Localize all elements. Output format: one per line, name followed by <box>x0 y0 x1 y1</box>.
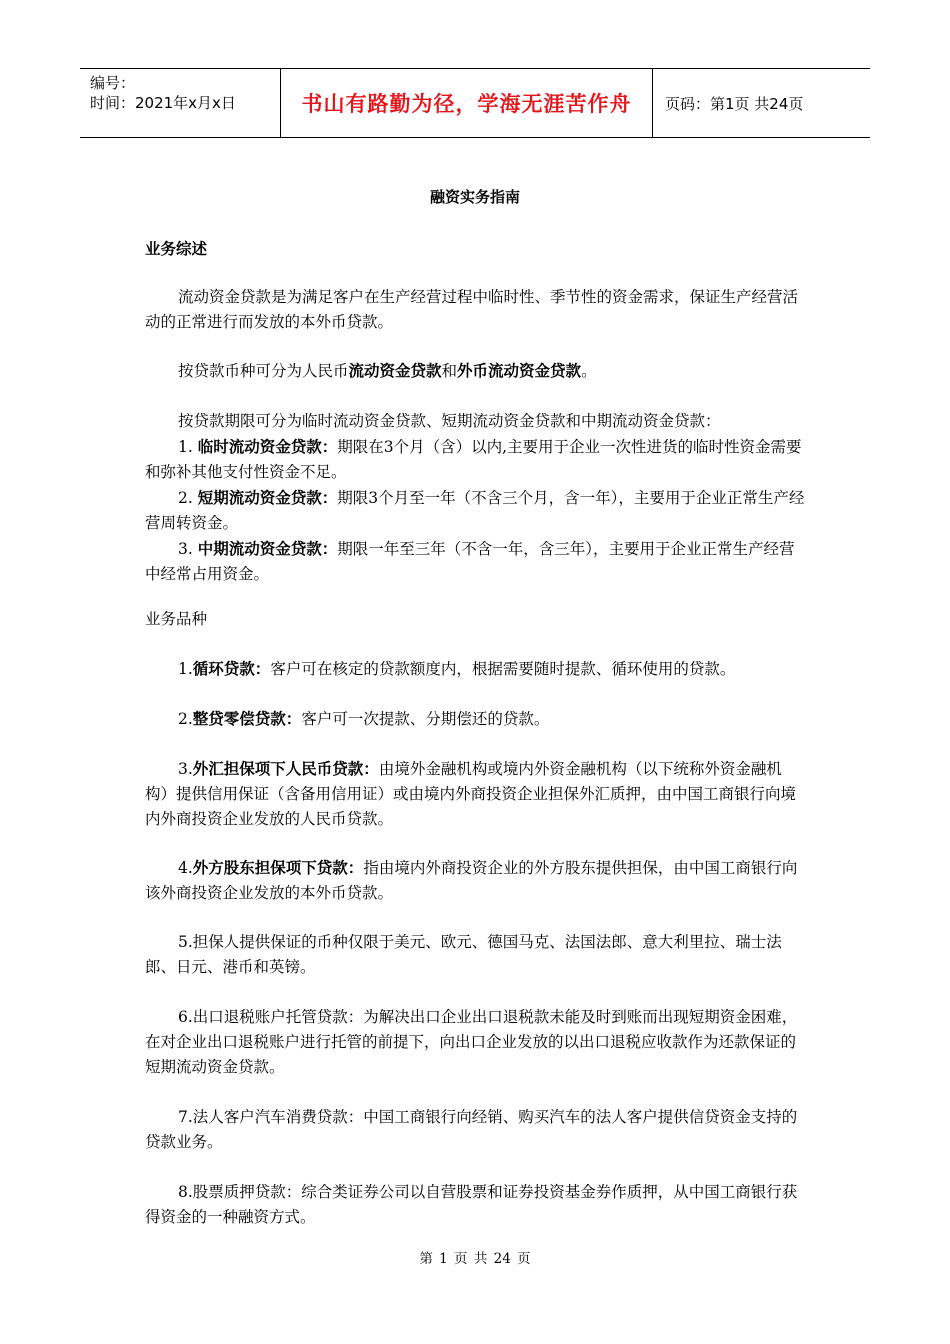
variety-item: 7.法人客户汽车消费贷款：中国工商银行向经销、购买汽车的法人客户提供信贷资金支持的贷款业务。 <box>145 1108 798 1151</box>
overview-heading: 业务综述 <box>145 239 208 258</box>
fx-loan-term: 外币流动资金贷款 <box>457 361 582 380</box>
number-label: 编号： <box>90 74 136 92</box>
overview-intro: 流动资金贷款是为满足客户在生产经营过程中临时性、季节性的资金需求，保证生产经营活动的正常进行而发放的本外币贷款。 <box>145 288 799 331</box>
header-meta-cell <box>80 69 281 137</box>
term-intro: 按贷款期限可分为临时流动资金贷款、短期流动资金贷款和中期流动资金贷款： <box>178 412 721 430</box>
currency-paragraph: 按贷款币种可分为人民币流动资金贷款和外币流动资金贷款。 <box>178 361 597 380</box>
header-page-info: 页码：第1页 共24页 <box>665 94 804 113</box>
rmb-loan-term: 流动资金贷款 <box>348 361 442 380</box>
variety-item: 6.出口退税账户托管贷款：为解决出口企业出口退税款未能及时到账而出现短期资金困难，在对企业出口退税账户进行托管的前提下，向出口企业发放的以出口退税应收款作为还款保证的短期流动资金贷款。 <box>145 1008 798 1076</box>
variety-item: 8.股票质押贷款：综合类证券公司以自营股票和证券投资基金券作质押，从中国工商银行获得资金的一种融资方式。 <box>145 1183 798 1226</box>
variety-item: 4.外方股东担保项下贷款：指由境内外商投资企业的外方股东提供担保，由中国工商银行向该外商投资企业发放的本外币贷款。 <box>145 858 798 902</box>
header-slogan: 书山有路勤为径，学海无涯苦作舟 <box>281 69 653 137</box>
term-item: 3. 中期流动资金贷款：期限一年至三年（不含一年，含三年），主要用于企业正常生产经营中经常占用资金。 <box>145 539 795 583</box>
document-title: 融资实务指南 <box>429 188 520 206</box>
page-header <box>80 68 870 138</box>
varieties-heading: 业务品种 <box>145 610 208 628</box>
variety-item: 5.担保人提供保证的币种仅限于美元、欧元、德国马克、法国法郎、意大利里拉、瑞士法郎、日元、港币和英镑。 <box>145 933 782 976</box>
date-label: 时间：2021年x月x日 <box>90 94 236 112</box>
variety-item: 3.外汇担保项下人民币贷款：由境外金融机构或境内外资金融机构（以下统称外资金融机构）提供信用保证（含备用信用证）或由境内外商投资企业担保外汇质押，由中国工商银行向境内外商投资企业发放的人民币贷款。 <box>145 759 797 828</box>
term-item: 1. 临时流动资金贷款：期限在3个月（含）以内,主要用于企业一次性进货的临时性资金需要和弥补其他支付性资金不足。 <box>145 437 802 481</box>
variety-item: 2.整贷零偿贷款：客户可一次提款、分期偿还的贷款。 <box>178 709 550 728</box>
term-section <box>145 409 805 587</box>
variety-item: 1.循环贷款：客户可在核定的贷款额度内，根据需要随时提款、循环使用的贷款。 <box>178 659 736 678</box>
term-item: 2. 短期流动资金贷款：期限3个月至一年（不含三个月，含一年），主要用于企业正常生产经营周转资金。 <box>145 488 805 532</box>
page-footer: 第 1 页 共 24 页 <box>419 1251 531 1267</box>
